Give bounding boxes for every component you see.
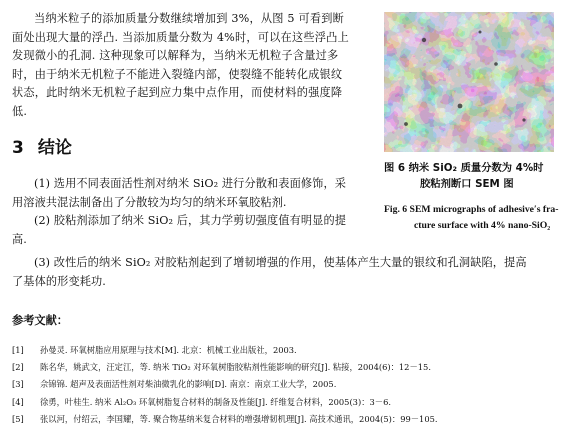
conclusion-item [12,175,380,212]
sem-micrograph-image [384,12,554,152]
reference-text: 张以河，付绍云，李国耀，等. 聚合物基纳米复合材料的增强增韧机理[J]. 高技术通讯，2004(5)：99－105. [40,413,438,424]
conclusion-line: 用溶液共混法制备出了分散较为均匀的纳米环氧胶粘剂. [12,195,287,209]
paragraph-line: 发现微小的孔洞. 这种现象可以解释为，当纳米无机粒子含量过多 [12,49,339,63]
references-heading: 参考文献： [12,314,68,327]
conclusion-item [12,254,570,291]
reference-number: [2] [12,362,24,373]
reference-item [12,411,572,428]
reference-text: 徐勇，叶桂生. 纳米 Al₂O₃ 环氧树脂复合材料的制备及性能[J]. 纤维复合材料，2005(3)：3－6. [40,396,391,407]
figure-caption-line: 图 6 纳米 SiO₂ 质量分数为 4%时 [384,162,544,174]
paragraph-line: 面处出现大量的浮凸. 当添加质量分数为 4%时，可以在这些浮凸上 [12,30,349,44]
reference-number: [5] [12,413,24,424]
conclusion-line: 高. [12,232,27,246]
paragraph-line: 当纳米粒子的添加质量分数继续增加到 3%，从图 5 可看到断 [34,12,345,25]
figure-caption-line: cture surface with 4% nano-SiO₂ [414,220,551,231]
conclusion-item [12,212,380,249]
figure-caption-chinese [384,160,574,192]
reference-item [12,394,572,411]
paragraph-line: 时，由于纳米无机粒子不能进入裂缝内部，使裂缝不能转化成银纹 [12,67,343,81]
section-title: 结论 [37,138,72,158]
reference-text: 佘锦锦. 超声及表面活性剂对柴油微乳化的影响[D]. 南京：南京工业大学，2005. [40,379,337,390]
paragraph-line: 状态，此时纳米无机粒子起到应力集中点作用，而使材料的强度降 [12,86,343,100]
conclusion-line: (2) 胶粘剂添加了纳米 SiO₂ 后，其力学剪切强度值有明显的提 [34,214,347,227]
conclusion-line: (3) 改性后的纳米 SiO₂ 对胶粘剂起到了增韧增强的作用，使基体产生大量的银纹和孔洞缺陷，提高 [34,256,527,269]
reference-list [12,342,572,428]
figure-caption-english [384,202,576,234]
reference-text: 陈名华，姚武文，汪定江，等. 纳米 TiO₂ 对环氧树脂胶粘剂性能影响的研究[J]. 粘接，2004(6)：12－15. [40,362,431,373]
section-heading [12,136,72,160]
reference-text: 孙曼灵. 环氧树脂应用原理与技术[M]. 北京：机械工业出版社，2003. [40,345,297,355]
reference-item [12,359,572,376]
sem-micrograph [384,12,554,152]
conclusion-line: (1) 选用不同表面活性剂对纳米 SiO₂ 进行分散和表面修饰，采 [34,177,347,190]
reference-number: [3] [12,379,24,390]
reference-number: [4] [12,396,24,407]
reference-item [12,342,572,359]
body-paragraph [12,10,372,122]
section-number: 3 [12,138,24,158]
reference-item [12,376,572,393]
figure-caption-line: 胶粘剂断口 SEM 图 [420,178,514,190]
paragraph-line: 低. [12,104,28,118]
conclusion-line: 了基体的形变耗功. [12,274,106,288]
figure-caption-line: Fig. 6 SEM micrographs of adhesive′s fra- [384,204,559,215]
reference-number: [1] [12,345,24,355]
